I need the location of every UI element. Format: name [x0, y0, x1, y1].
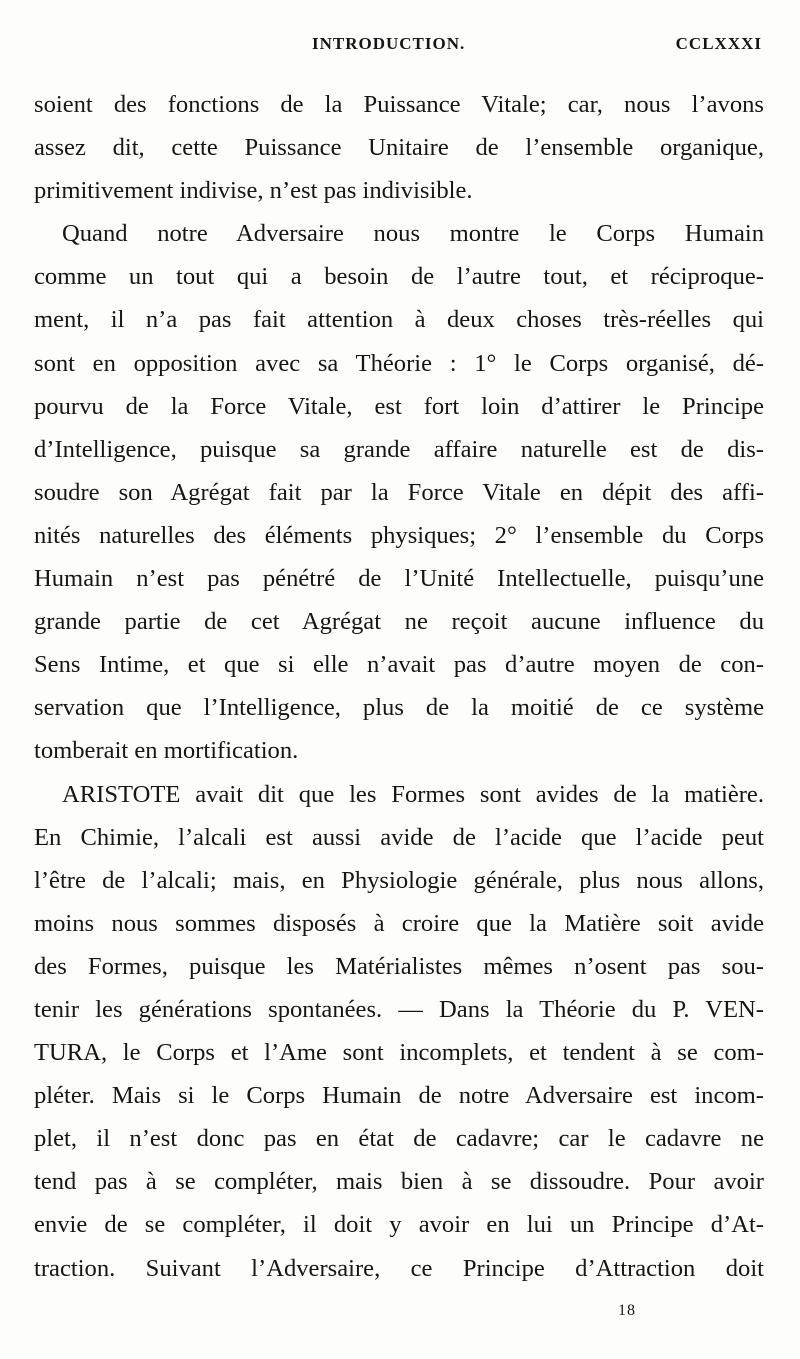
text-line: des Formes, puisque les Matérialistes mêmes n’osent pas sou- [34, 952, 764, 980]
text-line: soient des fonctions de la Puissance Vitale; car, nous l’avons [34, 91, 764, 118]
text-line: primitivement indivise, n’est pas indivisible. [34, 177, 473, 205]
text-line: Sens Intime, et que si elle n’avait pas d’autre moyen de con- [34, 651, 764, 679]
text-line: servation que l’Intelligence, plus de la moitié de ce système [34, 694, 764, 722]
running-header [0, 34, 800, 58]
text-line: grande partie de cet Agrégat ne reçoit aucune influence du [34, 608, 764, 636]
text-line: assez dit, cette Puissance Unitaire de l’ensemble organique, [34, 134, 764, 162]
paragraph-3 [34, 773, 764, 1290]
text-line: soudre son Agrégat fait par la Force Vitale en dépit des affi- [34, 478, 764, 506]
text-line: ARISTOTE avait dit que les Formes sont avides de la matière. [62, 780, 764, 808]
text-line: ment, il n’a pas fait attention à deux choses très-réelles qui [34, 306, 764, 334]
paragraph-1 [34, 83, 764, 212]
text-line: tend pas à se compléter, mais bien à se dissoudre. Pour avoir [34, 1168, 764, 1196]
text-line: envie de se compléter, il doit y avoir en lui un Principe d’At- [34, 1211, 764, 1239]
text-line: pourvu de la Force Vitale, est fort loin d’attirer le Principe [34, 392, 764, 420]
signature-mark: 18 [618, 1302, 636, 1319]
text-line: sont en opposition avec sa Théorie : 1° le Corps organisé, dé- [34, 349, 764, 377]
text-line: l’être de l’alcali; mais, en Physiologie générale, plus nous allons, [34, 866, 764, 894]
text-line: comme un tout qui a besoin de l’autre tout, et réciproque- [34, 263, 764, 291]
text-line: Quand notre Adversaire nous montre le Corps Humain [62, 220, 764, 248]
text-line: d’Intelligence, puisque sa grande affaire naturelle est de dis- [34, 435, 764, 463]
text-line: plet, il n’est donc pas en état de cadavre; car le cadavre ne [34, 1125, 764, 1153]
text-line: En Chimie, l’alcali est aussi avide de l’acide que l’acide peut [34, 823, 764, 851]
text-line: TURA, le Corps et l’Ame sont incomplets, et tendent à se com- [34, 1039, 764, 1067]
text-line: tenir les générations spontanées. — Dans la Théorie du P. VEN- [34, 995, 764, 1023]
text-line: traction. Suivant l’Adversaire, ce Principe d’Attraction doit [34, 1254, 764, 1282]
text-line: Humain n’est pas pénétré de l’Unité Intellectuelle, puisqu’une [34, 565, 764, 593]
paragraph-2 [34, 212, 764, 772]
text-line: tomberait en mortification. [34, 737, 299, 765]
header-title: INTRODUCTION. [312, 34, 466, 53]
text-line: moins nous sommes disposés à croire que la Matière soit avide [34, 909, 764, 937]
text-line: pléter. Mais si le Corps Humain de notre Adversaire est incom- [34, 1082, 764, 1110]
page-body [34, 83, 764, 1290]
header-page-number: CCLXXXI [675, 34, 762, 53]
text-line: nités naturelles des éléments physiques; 2° l’ensemble du Corps [34, 521, 764, 549]
